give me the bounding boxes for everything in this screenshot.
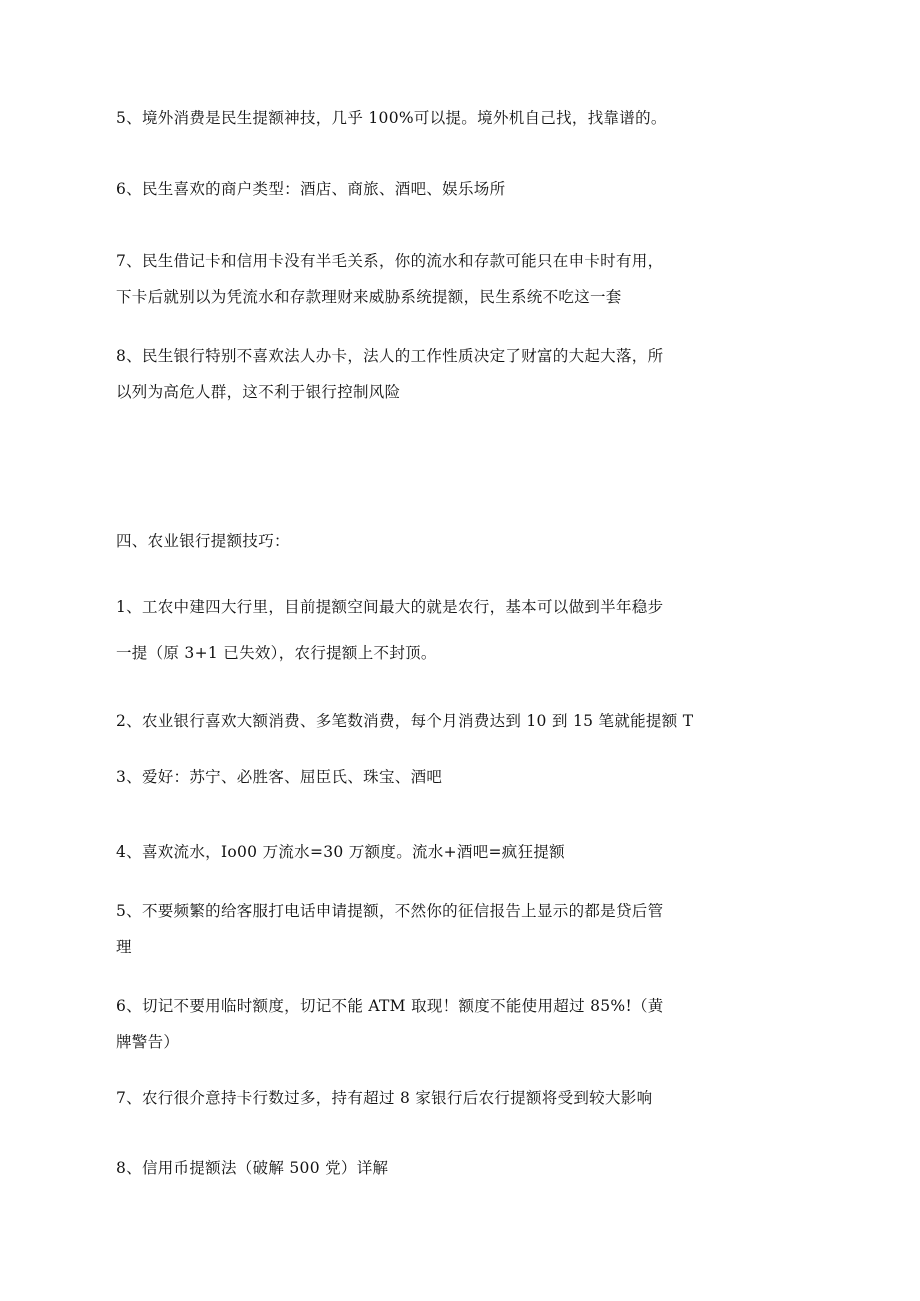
minsheng-tip-6: 6、民生喜欢的商户类型：酒店、商旅、酒吧、娱乐场所: [116, 180, 506, 198]
abc-tip-3: 3、爱好：苏宁、必胜客、屈臣氏、珠宝、酒吧: [116, 768, 443, 786]
abc-tip-7: 7、农行很介意持卡行数过多，持有超过 8 家银行后农行提额将受到较大影响: [116, 1089, 653, 1107]
minsheng-tip-8-line-1: 8、民生银行特别不喜欢法人办卡，法人的工作性质决定了财富的大起大落，所: [116, 347, 664, 365]
abc-tip-8: 8、信用币提额法（破解 500 党）详解: [116, 1159, 389, 1177]
abc-tip-6-line-2: 牌警告）: [116, 1033, 180, 1051]
abc-tip-1-line-2: 一提（原 3+1 已失效），农行提额上不封顶。: [116, 644, 437, 662]
abc-tip-4: 4、喜欢流水，Io00 万流水=30 万额度。流水+酒吧=疯狂提额: [116, 843, 565, 861]
minsheng-tip-7-line-2: 下卡后就别以为凭流水和存款理财来威胁系统提额，民生系统不吃这一套: [116, 288, 622, 306]
abc-tip-5-line-2: 理: [116, 938, 132, 956]
abc-tip-5-line-1: 5、不要频繁的给客服打电话申请提额，不然你的征信报告上显示的都是贷后管: [116, 902, 664, 920]
section-heading-abc: 四、农业银行提额技巧：: [116, 532, 290, 550]
minsheng-tip-8-line-2: 以列为高危人群，这不利于银行控制风险: [116, 383, 401, 401]
minsheng-tip-5: 5、境外消费是民生提额神技，几乎 100%可以提。境外机自己找，找靠谱的。: [116, 109, 667, 127]
abc-tip-1-line-1: 1、工农中建四大行里，目前提额空间最大的就是农行，基本可以做到半年稳步: [116, 598, 664, 616]
abc-tip-6-line-1: 6、切记不要用临时额度，切记不能 ATM 取现！额度不能使用超过 85%!（黄: [116, 997, 664, 1015]
abc-tip-2: 2、农业银行喜欢大额消费、多笔数消费，每个月消费达到 10 到 15 笔就能提额 T: [116, 712, 694, 730]
minsheng-tip-7-line-1: 7、民生借记卡和信用卡没有半毛关系，你的流水和存款可能只在申卡时有用，: [116, 252, 664, 270]
